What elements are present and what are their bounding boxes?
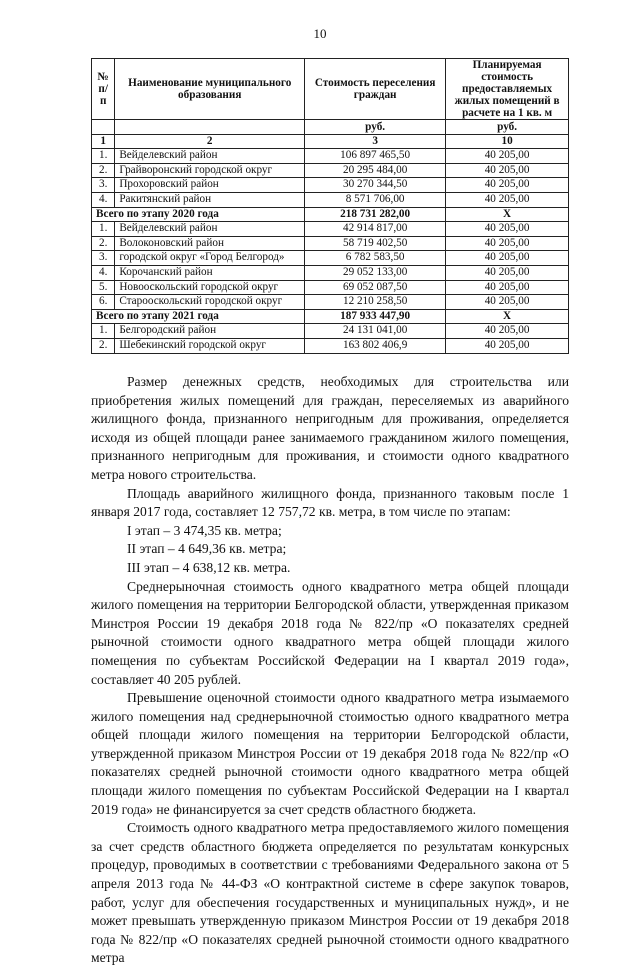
total-cost: 218 731 282,00 xyxy=(305,207,446,222)
table-row xyxy=(92,338,569,353)
body-text xyxy=(91,373,569,968)
row-number: 1. xyxy=(92,222,115,237)
row-price: 40 205,00 xyxy=(446,295,569,310)
table-body xyxy=(92,149,569,353)
table-row xyxy=(92,163,569,178)
row-name: Шебекинский городской округ xyxy=(115,338,305,353)
stage-line: II этап – 4 649,36 кв. метра; xyxy=(127,541,287,557)
row-name: Старооскольский городской округ xyxy=(115,295,305,310)
row-name: Вейделевский район xyxy=(115,222,305,237)
table-row xyxy=(92,324,569,339)
table-row xyxy=(92,192,569,207)
row-price: 40 205,00 xyxy=(446,222,569,237)
row-cost: 42 914 817,00 xyxy=(305,222,446,237)
paragraph: Стоимость одного квадратного метра предоставляемого жилого помещения за счет средств областного бюджета определяется по результатам конкурсных процедур, проводимых в соответствии с требованиями Федерального закона от 5 апреля 2013 года № 44-ФЗ «О контрактной системе в сфере закупок товаров, работ, услуг для обеспечения государственных и муниципальных нужд», и не может превышать утвержденную приказом Минстроя России от 19 декабря 2018 года № 822/пр «О показателях средней рыночной стоимости одного квадратного метра xyxy=(91,820,569,966)
stage-line: I этап – 3 474,35 кв. метра; xyxy=(127,522,282,538)
paragraph: Превышение оценочной стоимости одного квадратного метра изымаемого жилого помещения над среднерыночной стоимостью одного квадратного метра общей площади жилого помещения на территории Белгородской области, утвержденной приказом Минстроя России от 19 декабря 2018 года № 822/пр «О показателях средней рыночной стоимости одного квадратного метра общей площади жилого помещения по субъектам Российской Федерации на I квартал 2019 года» не финансируется за счет средств областного бюджета. xyxy=(91,690,569,817)
row-cost: 58 719 402,50 xyxy=(305,236,446,251)
row-price: 40 205,00 xyxy=(446,192,569,207)
row-number: 3. xyxy=(92,178,115,193)
total-price: Х xyxy=(446,207,569,222)
row-number: 2. xyxy=(92,163,115,178)
table-row xyxy=(92,251,569,266)
row-cost: 163 802 406,9 xyxy=(305,338,446,353)
row-price: 40 205,00 xyxy=(446,236,569,251)
row-name: Волоконовский район xyxy=(115,236,305,251)
row-number: 4. xyxy=(92,192,115,207)
row-cost: 8 571 706,00 xyxy=(305,192,446,207)
row-name: Новооскольский городской округ xyxy=(115,280,305,295)
row-name: Корочанский район xyxy=(115,265,305,280)
row-name: Ракитянский район xyxy=(115,192,305,207)
stage-line: III этап – 4 638,12 кв. метра. xyxy=(127,559,291,575)
row-price: 40 205,00 xyxy=(446,280,569,295)
total-cost: 187 933 447,90 xyxy=(305,309,446,324)
table-row xyxy=(92,178,569,193)
table-row xyxy=(92,295,569,310)
row-cost: 29 052 133,00 xyxy=(305,265,446,280)
paragraph: Среднерыночная стоимость одного квадратного метра общей площади жилого помещения на территории Белгородской области, утвержденная приказом Минстроя России 19 декабря 2018 года № 822/пр «О показателях средней рыночной стоимости одного квадратного метра общей площади жилого помещения по субъектам Российской Федерации на I квартал 2019 года», составляет 40 205 рублей. xyxy=(91,578,569,687)
row-name: Грайворонский городской округ xyxy=(115,163,305,178)
row-price: 40 205,00 xyxy=(446,178,569,193)
header-planned: Планируемая стоимость предоставляемых жилых помещений в расчете на 1 кв. м xyxy=(446,59,569,120)
page-number: 10 xyxy=(313,26,327,41)
paragraph: Размер денежных средств, необходимых для строительства или приобретения жилых помещений для граждан, переселяемых из аварийного жилищного фонда, признанного непригодным для проживания, определяется исходя из общей площади ранее занимаемого гражданином жилого помещения, признанного непригодным для проживания, и стоимости одного квадратного метра нового строительства. xyxy=(91,374,569,482)
row-price: 40 205,00 xyxy=(446,163,569,178)
total-price: Х xyxy=(446,309,569,324)
header-planned-unit: руб. xyxy=(446,120,569,135)
row-price: 40 205,00 xyxy=(446,265,569,280)
row-name: Прохоровский район xyxy=(115,178,305,193)
resettlement-cost-table xyxy=(91,58,569,354)
header-no: № п/п xyxy=(92,59,115,120)
column-number: 1 xyxy=(92,134,115,149)
row-number: 4. xyxy=(92,265,115,280)
row-name: городской округ «Город Белгород» xyxy=(115,251,305,266)
row-number: 5. xyxy=(92,280,115,295)
header-cost: Стоимость переселения граждан xyxy=(305,59,446,120)
table-row xyxy=(92,265,569,280)
header-unit-empty xyxy=(92,120,115,135)
row-price: 40 205,00 xyxy=(446,324,569,339)
header-unit-empty xyxy=(115,120,305,135)
row-price: 40 205,00 xyxy=(446,149,569,164)
table-row xyxy=(92,222,569,237)
row-name: Вейделевский район xyxy=(115,149,305,164)
table-row xyxy=(92,149,569,164)
row-cost: 12 210 258,50 xyxy=(305,295,446,310)
column-number: 3 xyxy=(305,134,446,149)
row-cost: 30 270 344,50 xyxy=(305,178,446,193)
paragraph: Площадь аварийного жилищного фонда, признанного таковым после 1 января 2017 года, составляет 12 757,72 кв. метра, в том числе по этапам: xyxy=(91,485,569,520)
column-number: 2 xyxy=(115,134,305,149)
row-cost: 69 052 087,50 xyxy=(305,280,446,295)
column-number: 10 xyxy=(446,134,569,149)
row-price: 40 205,00 xyxy=(446,251,569,266)
table-row xyxy=(92,280,569,295)
row-price: 40 205,00 xyxy=(446,338,569,353)
row-cost: 20 295 484,00 xyxy=(305,163,446,178)
row-name: Белгородский район xyxy=(115,324,305,339)
row-number: 2. xyxy=(92,236,115,251)
total-row xyxy=(92,309,569,324)
total-label: Всего по этапу 2020 года xyxy=(92,207,305,222)
row-number: 1. xyxy=(92,149,115,164)
header-cost-unit: руб. xyxy=(305,120,446,135)
row-number: 2. xyxy=(92,338,115,353)
row-cost: 6 782 583,50 xyxy=(305,251,446,266)
row-number: 3. xyxy=(92,251,115,266)
row-number: 6. xyxy=(92,295,115,310)
total-row xyxy=(92,207,569,222)
header-name: Наименование муниципального образования xyxy=(115,59,305,120)
row-number: 1. xyxy=(92,324,115,339)
table-row xyxy=(92,236,569,251)
total-label: Всего по этапу 2021 года xyxy=(92,309,305,324)
row-cost: 24 131 041,00 xyxy=(305,324,446,339)
row-cost: 106 897 465,50 xyxy=(305,149,446,164)
